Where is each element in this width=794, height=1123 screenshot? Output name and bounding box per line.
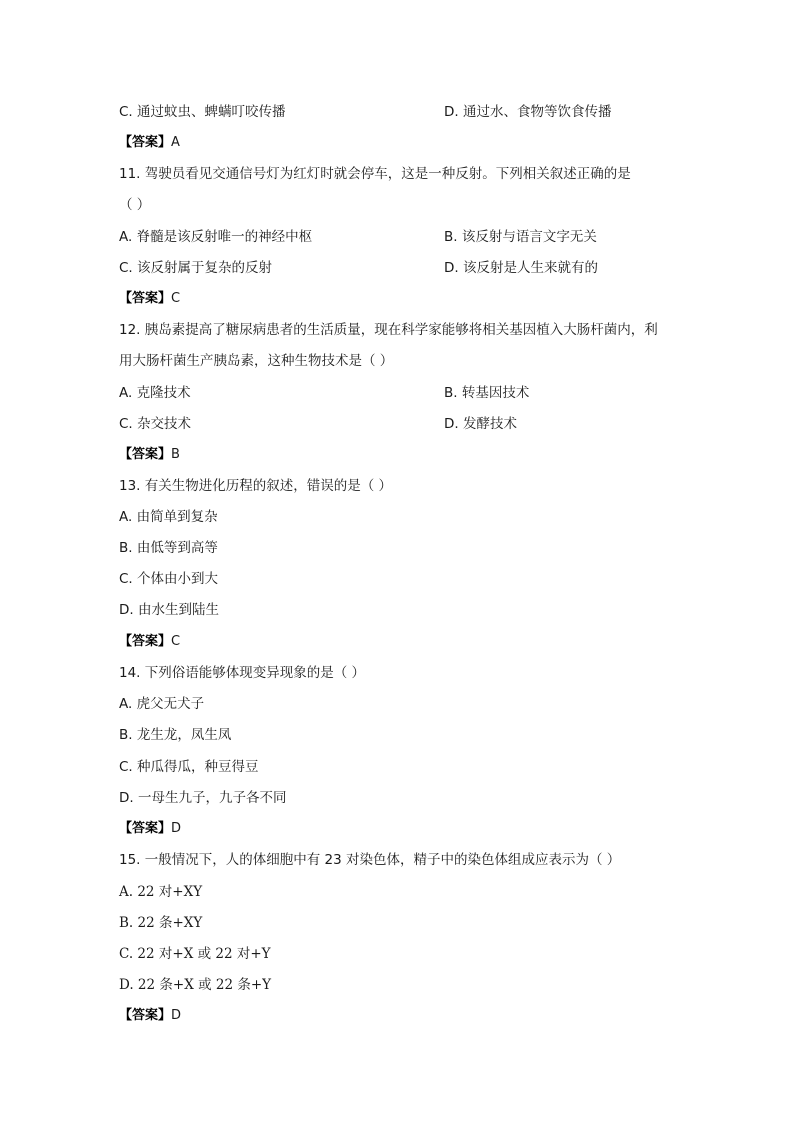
q10-option-d: D. 通过水、食物等饮食传播 <box>444 104 612 120</box>
q13-answer <box>119 632 180 652</box>
answer-value: A <box>171 135 180 150</box>
q13-option-c: C. 个体由小到大 <box>119 571 219 587</box>
answer-label: 【答案】 <box>119 634 172 649</box>
q14-stem: 14. 下列俗语能够体现变异现象的是（ ） <box>119 665 366 681</box>
q11-stem-line1: 11. 驾驶员看见交通信号灯为红灯时就会停车，这是一种反射。下列相关叙述正确的是 <box>119 166 631 182</box>
answer-label: 【答案】 <box>119 1008 172 1023</box>
q15-option-d: D. 22 条+X 或 22 条+Y <box>119 977 272 993</box>
q11-option-c: C. 该反射属于复杂的反射 <box>119 260 273 276</box>
q15-option-a: A. 22 对+XY <box>119 884 203 900</box>
answer-value: B <box>171 447 180 462</box>
q12-option-c: C. 杂交技术 <box>119 416 192 432</box>
q14-option-a: A. 虎父无犬子 <box>119 696 205 712</box>
q12-stem-line2: 用大肠杆菌生产胰岛素，这种生物技术是（ ） <box>119 353 394 369</box>
answer-value: C <box>171 634 181 649</box>
q13-stem: 13. 有关生物进化历程的叙述，错误的是（ ） <box>119 478 393 494</box>
q14-option-d: D. 一母生九子，九子各不同 <box>119 790 287 806</box>
q12-option-b: B. 转基因技术 <box>444 385 530 401</box>
answer-label: 【答案】 <box>119 291 172 306</box>
q12-option-a: A. 克隆技术 <box>119 385 191 401</box>
answer-label: 【答案】 <box>119 135 172 150</box>
answer-label: 【答案】 <box>119 821 172 836</box>
q10-answer <box>119 133 180 153</box>
answer-label: 【答案】 <box>119 447 172 462</box>
answer-value: D <box>171 821 182 836</box>
q11-answer <box>119 289 180 309</box>
q11-option-b: B. 该反射与语言文字无关 <box>444 229 597 245</box>
answer-value: C <box>171 291 181 306</box>
q12-option-d: D. 发酵技术 <box>444 416 517 432</box>
q13-option-a: A. 由简单到复杂 <box>119 509 218 525</box>
q14-answer <box>119 819 181 839</box>
q14-option-b: B. 龙生龙，凤生凤 <box>119 727 232 743</box>
q15-answer <box>119 1006 181 1026</box>
answer-value: D <box>171 1008 182 1023</box>
q11-option-a: A. 脊髓是该反射唯一的神经中枢 <box>119 229 313 245</box>
q13-option-d: D. 由水生到陆生 <box>119 602 219 618</box>
q13-option-b: B. 由低等到高等 <box>119 540 218 556</box>
q12-stem-line1: 12. 胰岛素提高了糖尿病患者的生活质量，现在科学家能够将相关基因植入大肠杆菌内，利 <box>119 322 658 338</box>
q10-option-c: C. 通过蚊虫、蜱螨叮咬传播 <box>119 104 286 120</box>
q15-stem: 15. 一般情况下，人的体细胞中有 23 对染色体，精子中的染色体组成应表示为（ ） <box>119 852 621 868</box>
q11-stem-line2: （ ） <box>119 197 151 213</box>
q11-option-d: D. 该反射是人生来就有的 <box>444 260 598 276</box>
q15-option-c: C. 22 对+X 或 22 对+Y <box>119 946 271 962</box>
q15-option-b: B. 22 条+XY <box>119 915 203 931</box>
q14-option-c: C. 种瓜得瓜，种豆得豆 <box>119 759 259 775</box>
q12-answer <box>119 445 180 465</box>
